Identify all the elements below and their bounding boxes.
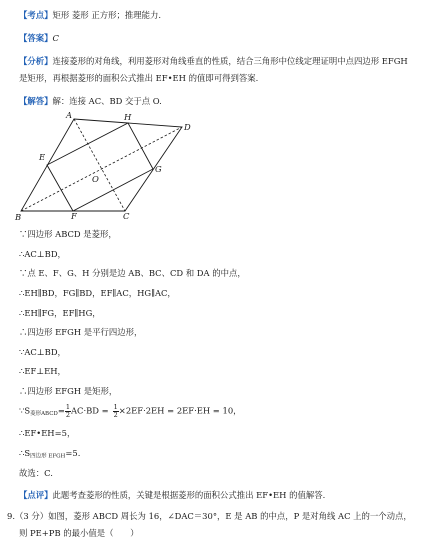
step-text: ∴四边形 EFGH 是平行四边形， xyxy=(19,327,143,337)
area2-suffix: =5. xyxy=(65,448,81,458)
step-line xyxy=(19,327,416,337)
step-line xyxy=(19,366,416,376)
step-line xyxy=(19,428,416,438)
fraction-numerator: 1 xyxy=(113,403,118,411)
kaodian-line xyxy=(19,10,416,20)
fraction-numerator: 1 xyxy=(65,403,70,411)
label-H: H xyxy=(124,112,132,122)
label-E: E xyxy=(39,152,46,162)
area-result-line xyxy=(19,448,416,460)
step-text: ∴四边形 EFGH 是矩形， xyxy=(19,386,118,396)
comment-text: 此题考查菱形的性质，关键是根据菱形的面积公式推出 EF•EH 的值解答. xyxy=(52,490,326,500)
fraction-denominator: 2 xyxy=(65,410,70,419)
label-F: F xyxy=(71,211,77,221)
analysis-line-2 xyxy=(19,73,416,83)
label-C: C xyxy=(123,211,130,221)
area-mid-1: AC·BD = xyxy=(70,405,109,416)
analysis-text-1: 连接菱形的对角线，利用菱形对角线垂直的性质，结合三角形中位线定理证明中点四边形 EFGH xyxy=(52,56,408,66)
area-subscript: 菱形ABCD xyxy=(30,411,58,417)
step-line xyxy=(19,229,416,239)
answer-tag: 【答案】 xyxy=(19,33,53,43)
answer-line xyxy=(19,33,416,43)
area-mid-2: ×2EF·2EH = 2EF·EH = 10， xyxy=(118,405,242,416)
label-A: A xyxy=(66,110,73,120)
label-B: B xyxy=(15,212,22,222)
area2-prefix: ∴S xyxy=(19,448,31,458)
step-line xyxy=(19,249,416,259)
step-text: ∵点 E、F、G、H 分别是边 AB、BC、CD 和 DA 的中点， xyxy=(19,268,246,278)
answer-value: C xyxy=(52,33,59,43)
label-G: G xyxy=(155,164,162,174)
step-line xyxy=(19,308,416,318)
step-text: ∴EF•EH=5， xyxy=(19,428,76,438)
analysis-line-1 xyxy=(19,56,416,66)
step-line xyxy=(19,347,416,357)
step-text: ∴EF⊥EH， xyxy=(19,366,66,376)
solution-intro: 解：连接 AC、BD 交于点 O. xyxy=(52,96,162,106)
analysis-tag: 【分析】 xyxy=(19,56,53,66)
step-line xyxy=(19,386,416,396)
rhombus-figure xyxy=(14,108,199,223)
step-text: ∴AC⊥BD， xyxy=(19,249,66,259)
conclusion-line xyxy=(19,468,416,478)
solution-tag: 【解答】 xyxy=(19,96,53,106)
analysis-text-2: 是矩形，再根据菱形的面积公式推出 EF•EH 的值即可得到答案. xyxy=(19,73,259,83)
step-text: ∴EH∥BD，FG∥BD，EF∥AC，HG∥AC， xyxy=(19,288,176,298)
comment-tag: 【点评】 xyxy=(19,490,53,500)
kaodian-tag: 【考点】 xyxy=(19,10,53,20)
area2-subscript: 四边形 EFGH xyxy=(30,453,66,460)
comment-line xyxy=(19,490,416,500)
quad-efgh xyxy=(47,123,153,211)
step-line xyxy=(19,288,416,298)
conclusion-text: 故选：C. xyxy=(19,468,53,478)
step-text: ∴EH∥FG，EF∥HG， xyxy=(19,308,101,318)
area-formula-line xyxy=(19,404,416,418)
area-prefix: ∵S xyxy=(19,405,31,416)
question-text-1: 9.（3 分）如图，菱形 ABCD 周长为 16，∠DAC＝30°，E 是 AB 的中点，P 是对角线 AC 上的一个动点， xyxy=(7,511,412,521)
question-line-2 xyxy=(19,528,416,538)
fraction-denominator: 2 xyxy=(113,410,118,419)
label-D: D xyxy=(184,122,191,132)
label-O: O xyxy=(92,174,99,184)
question-text-2: 则 PE+PB 的最小值是（ ） xyxy=(19,528,139,538)
step-line xyxy=(19,268,416,278)
kaodian-text: 矩形 菱形 正方形；推理能力. xyxy=(52,10,161,20)
question-line-1 xyxy=(7,511,416,521)
step-text: ∵四边形 ABCD 是菱形， xyxy=(19,229,117,239)
step-text: ∵AC⊥BD， xyxy=(19,347,66,357)
solution-line xyxy=(19,96,416,106)
area-eq: = xyxy=(57,405,65,416)
